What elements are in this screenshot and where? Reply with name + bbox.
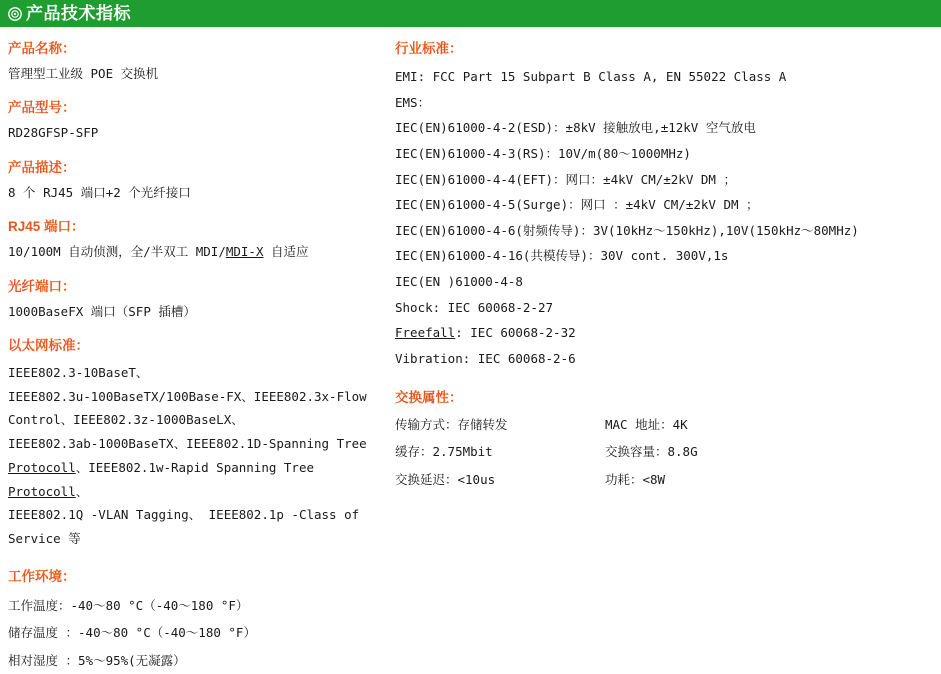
section-title-rj45-ports: RJ45 端口： [8, 219, 85, 235]
section-title-fiber-ports: 光纤端口： [8, 278, 76, 294]
industry-standard-line: EMS： [395, 94, 431, 110]
ethernet-standard-line: IEEE802.3u-100BaseTX/100Base-FX、IEEE802.3x-Flow [8, 388, 367, 404]
spec-columns [0, 27, 941, 674]
industry-standard-line: Shock: IEC 60068-2-27 [395, 299, 554, 315]
environment-line: 相对湿度 ：5%～95%(无凝露） [8, 652, 186, 668]
industry-standard-line: IEC(EN)61000-4-2(ESD)：±8kV 接触放电,±12kV 空气放电 [395, 120, 756, 136]
industry-standard-line: IEC(EN)61000-4-4(EFT)：网口：±4kV CM/±2kV DM ； [395, 171, 736, 187]
switch-attribute-right: 交换容量：8.8G [605, 444, 698, 460]
ethernet-standard-line: Service 等 [8, 531, 81, 547]
industry-standard-line: Freefall: IEC 60068-2-32 [395, 325, 576, 341]
section-title-operating-environment: 工作环境： [8, 568, 76, 584]
industry-standard-line: IEC(EN)61000-4-3(RS)：10V/m(80～1000MHz) [395, 145, 691, 161]
industry-standard-line: IEC(EN)61000-4-5(Surge)：网口 ：±4kV CM/±2kV DM ； [395, 197, 759, 213]
environment-line: 储存温度 ：-40～80 °C（-40～180 °F） [8, 625, 256, 641]
section-value-rj45-ports: 10/100M 自动侦测，全/半双工 MDI/MDI-X 自适应 [8, 244, 309, 260]
section-value-industry-standards [395, 64, 941, 372]
section-value-product-model: RD28GFSP-SFP [8, 125, 99, 141]
section-value-product-description: 8 个 RJ45 端口+2 个光纤接口 [8, 184, 191, 200]
switch-attributes-grid [395, 413, 941, 492]
section-value-operating-environment [8, 592, 395, 674]
industry-standard-line: EMI: FCC Part 15 Subpart B Class A, EN 55022 Class A [395, 69, 787, 84]
section-title-product-description: 产品描述： [8, 159, 76, 175]
switch-attribute-left: 传输方式：存储转发 [395, 416, 508, 432]
section-title-industry-standards: 行业标准： [395, 41, 463, 56]
left-column [0, 37, 395, 674]
right-column [395, 37, 941, 674]
environment-line: 工作温度：-40～80 °C（-40～180 °F） [8, 597, 249, 613]
section-title-product-name: 产品名称： [8, 41, 76, 56]
switch-attribute-right: MAC 地址：4K [605, 416, 688, 432]
page-title: 产品技术指标 [26, 4, 131, 23]
ethernet-standard-line: Protocoll、IEEE802.1w-Rapid Spanning Tree [8, 459, 315, 475]
industry-standard-line: IEC(EN )61000-4-8 [395, 274, 523, 289]
ethernet-standard-line: Control、IEEE802.3z-1000BaseLX、 [8, 412, 244, 428]
page-header [0, 0, 941, 27]
section-value-fiber-ports: 1000BaseFX 端口（SFP 插槽） [8, 303, 196, 319]
switch-attribute-right: 功耗：<8W [605, 472, 666, 487]
ethernet-standard-line: Protocoll、 [8, 483, 89, 499]
industry-standard-line: IEC(EN)61000-4-6(射频传导)：3V(10kHz～150kHz),10V(150kHz～80MHz) [395, 222, 859, 238]
ethernet-standard-line: IEEE802.3-10BaseT、 [8, 364, 149, 380]
target-bullseye-icon [8, 7, 22, 21]
section-value-ethernet-standards [8, 361, 395, 551]
section-title-ethernet-standards: 以太网标准： [8, 337, 89, 353]
ethernet-standard-line: IEEE802.3ab-1000BaseTX、IEEE802.1D-Spanning Tree [8, 436, 367, 452]
industry-standard-line: Vibration: IEC 60068-2-6 [395, 350, 576, 366]
switch-attribute-left: 缓存：2.75Mbit [395, 444, 493, 460]
industry-standard-line: IEC(EN)61000-4-16(共模传导)：30V cont. 300V,1s [395, 248, 729, 264]
section-value-product-name: 管理型工业级 POE 交换机 [8, 66, 159, 81]
ethernet-standard-line: IEEE802.1Q -VLAN Tagging、 IEEE802.1p -Class of [8, 507, 360, 523]
section-title-switch-attributes: 交换属性： [395, 389, 463, 405]
section-title-product-model: 产品型号： [8, 100, 76, 116]
switch-attribute-left: 交换延迟：<10us [395, 472, 496, 487]
